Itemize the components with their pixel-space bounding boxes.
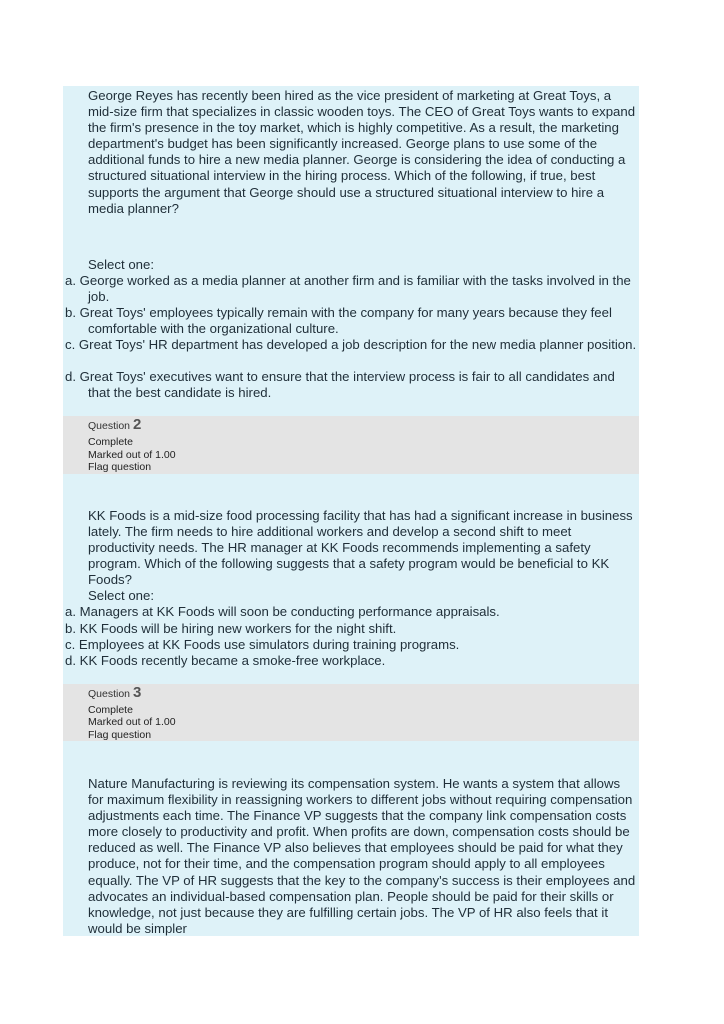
question-2-status: Complete [88, 436, 133, 448]
question-2-label: Question [88, 420, 131, 432]
question-1-option-c[interactable]: c. Great Toys' HR department has developed a job description for the new media planner position. [65, 337, 637, 352]
question-2-marked: Marked out of 1.00 [88, 449, 176, 461]
question-1-option-b[interactable]: b. Great Toys' employees typically remain with the company for many years because they feel comfortable with the organizational culture. [65, 305, 612, 337]
question-3-marked: Marked out of 1.00 [88, 716, 176, 728]
question-1-option-a[interactable]: a. George worked as a media planner at another firm and is familiar with the tasks involved in the job. [65, 273, 631, 305]
question-2-number: 2 [132, 416, 142, 433]
question-1-option-d[interactable]: d. Great Toys' executives want to ensure that the interview process is fair to all candidates and that the best candidate is hired. [65, 369, 615, 401]
question-2-option-d[interactable]: d. KK Foods recently became a smoke-free workplace. [65, 653, 386, 668]
question-3-flag[interactable]: Flag question [88, 729, 152, 741]
question-3-heading [88, 684, 142, 701]
question-2-option-b[interactable]: b. KK Foods will be hiring new workers for the night shift. [65, 621, 397, 636]
question-2-flag[interactable]: Flag question [88, 461, 152, 473]
question-2-option-a[interactable]: a. Managers at KK Foods will soon be conducting performance appraisals. [65, 604, 500, 619]
question-3-status: Complete [88, 704, 133, 716]
question-2-heading [88, 416, 142, 433]
question-2-text: KK Foods is a mid-size food processing facility that has had a significant increase in business lately. The firm needs to hire additional workers and develop a second shift to meet productivity needs. The HR manager at KK Foods recommends implementing a safety program. Which of the following suggests that a safety program would be beneficial to KK Foods? [88, 508, 633, 588]
question-2-select-label: Select one: [88, 588, 154, 603]
question-3-number: 3 [132, 684, 142, 701]
question-2-option-c[interactable]: c. Employees at KK Foods use simulators during training programs. [65, 637, 460, 652]
question-1-text: George Reyes has recently been hired as the vice president of marketing at Great Toys, a mid-size firm that specializes in classic wooden toys. The CEO of Great Toys wants to expand the firm's presence in the toy market, which is highly competitive. As a result, the marketing department's budget has been significantly increased. George plans to use some of the additional funds to hire a new media planner. George is considering the idea of conducting a structured situational interview in the hiring process. Which of the following, if true, best supports the argument that George should use a structured situational interview to hire a media planner? [88, 88, 636, 216]
question-3-label: Question [88, 688, 131, 700]
question-3-text: Nature Manufacturing is reviewing its compensation system. He wants a system that allows for maximum flexibility in reassigning workers to different jobs without requiring compensation adjustments each time. The Finance VP suggests that the company link compensation costs more closely to productivity and profit. When profits are down, compensation costs should be reduced as well. The Finance VP also believes that employees should be paid for what they produce, not for their time, and the compensation program should apply to all employees equally. The VP of HR suggests that the key to the company's success is their employees and advocates an individual-based compensation plan. People should be paid for their skills or knowledge, not just because they are fulfilling certain jobs. The VP of HR also feels that it would be simpler [88, 776, 636, 936]
question-1-select-label: Select one: [88, 257, 154, 272]
